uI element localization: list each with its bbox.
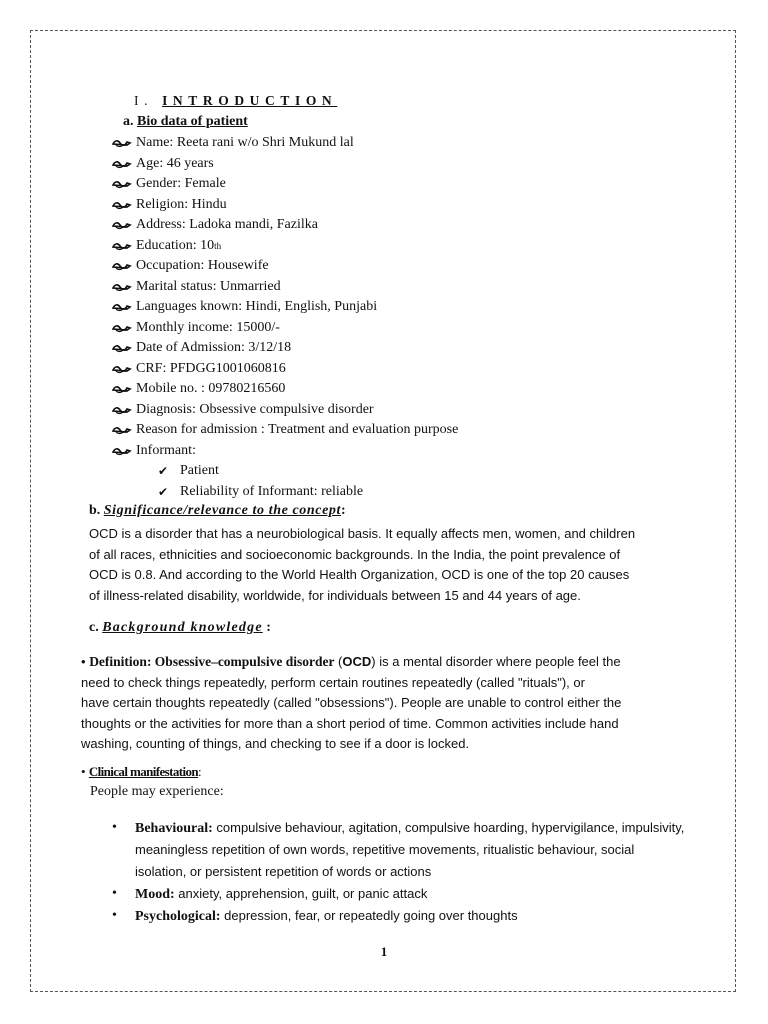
section-title-introduction [134, 93, 337, 109]
paragraph-line: have certain thoughts repeatedly (called "obsessions"). People are unable to control either the [81, 695, 622, 710]
bio-item [112, 400, 458, 421]
curly-arrow-icon [112, 425, 132, 435]
paragraph-line: OCD is 0.8. And according to the World Health Organization, OCD is one of the top 20 causes [89, 567, 630, 582]
definition-paragraph [81, 652, 621, 755]
significance-paragraph [89, 524, 635, 606]
definition-label: Definition: Obsessive–compulsive disorder [89, 654, 335, 669]
clinical-item-label: Mood: [135, 887, 175, 902]
paragraph-line: thoughts or the activities for more than a short period of time. Common activities include hand [81, 715, 619, 731]
curly-arrow-icon [112, 343, 132, 353]
paragraph-line: OCD is a disorder that has a neurobiological basis. It equally affects men, women, and children [89, 526, 636, 541]
clinical-item [112, 883, 685, 905]
curly-arrow-icon [112, 200, 132, 210]
bio-item-text: Address: Ladoka mandi, Fazilka [136, 217, 318, 232]
bio-item-text: Languages known: Hindi, English, Punjabi [136, 299, 378, 314]
clinical-item-text: anxiety, apprehension, guilt, or panic attack [174, 886, 428, 901]
informant-item [158, 482, 363, 503]
bio-item-text: Education: 10 [136, 237, 215, 253]
section-b-letter: b. [89, 503, 101, 518]
introduction-heading: INTRODUCTION [162, 93, 338, 108]
section-b-colon: : [341, 503, 346, 518]
bio-item-text: Reason for admission : Treatment and evaluation purpose [136, 422, 459, 437]
bio-item [112, 277, 458, 298]
curly-arrow-icon [112, 159, 132, 169]
bio-item-text: Diagnosis: Obsessive compulsive disorder [136, 401, 374, 417]
definition-first-rest: ) is a mental disorder where people feel the [371, 654, 621, 669]
curly-arrow-icon [112, 364, 132, 374]
clinical-bullet: • [81, 764, 86, 779]
curly-arrow-icon [112, 179, 132, 189]
informant-item [158, 461, 363, 482]
bio-item-text: Gender: Female [136, 176, 226, 191]
clinical-colon: : [198, 764, 202, 779]
bio-item-text: Name: Reeta rani w/o Shri Mukund lal [136, 135, 354, 150]
checkmark-icon: ✔ [158, 464, 169, 478]
section-numeral: I. [134, 93, 154, 108]
bio-item [112, 236, 458, 257]
informant-item-text: Reliability of Informant: reliable [180, 483, 364, 499]
bio-item-text: Date of Admission: 3/12/18 [136, 340, 292, 355]
curly-arrow-icon [112, 323, 132, 333]
bio-item [112, 174, 458, 195]
bio-item-text: Mobile no. : 09780216560 [136, 381, 286, 396]
bio-item-text: Religion: Hindu [136, 196, 227, 212]
definition-first-line [81, 652, 621, 673]
section-b-heading [89, 503, 346, 519]
informant-item-text: Patient [180, 463, 219, 478]
curly-arrow-icon [112, 138, 132, 148]
clinical-intro: People may experience: [90, 784, 224, 799]
bio-item [112, 318, 458, 339]
curly-arrow-icon [112, 220, 132, 230]
definition-bullet: • [81, 654, 86, 669]
bio-item [112, 338, 458, 359]
clinical-item-text: compulsive behaviour, agitation, compulsive hoarding, hypervigilance, impulsivity, meaningless repetition of own words, repetitive movements, ritualistic behaviour, social isolation, or persistent repetition of words or actions [135, 820, 685, 879]
bio-item [112, 297, 458, 318]
section-c-letter: c. [89, 620, 99, 635]
clinical-item [112, 905, 685, 927]
bio-data-list [112, 133, 458, 461]
bio-item-text: Monthly income: 15000/- [136, 319, 280, 335]
clinical-item [112, 817, 685, 883]
bio-item-text: Age: 46 years [136, 155, 214, 171]
bio-item [112, 420, 458, 441]
clinical-item-label: Behavioural: [135, 821, 213, 836]
bio-item [112, 441, 458, 462]
curly-arrow-icon [112, 405, 132, 415]
section-a-title: Bio data of patient [137, 114, 248, 129]
bio-item [112, 379, 458, 400]
section-c-heading [89, 620, 271, 636]
informant-list [158, 461, 363, 502]
paragraph-line: of illness-related disability, worldwide, for individuals between 15 and 44 years of age. [89, 587, 581, 603]
paragraph-line: of all races, ethnicities and socioeconomic backgrounds. In the India, the point prevalence of [89, 546, 621, 562]
curly-arrow-icon [112, 302, 132, 312]
section-a-heading [123, 114, 248, 130]
curly-arrow-icon [112, 241, 132, 251]
bio-item [112, 256, 458, 277]
bio-item-superscript: th [214, 240, 222, 251]
clinical-item-label: Psychological: [135, 909, 221, 924]
paragraph-line: washing, counting of things, and checking to see if a door is locked. [81, 736, 470, 751]
curly-arrow-icon [112, 282, 132, 292]
bio-item-text: Occupation: Housewife [136, 258, 269, 273]
clinical-label: Clinical manifestation [88, 764, 199, 779]
bio-item [112, 195, 458, 216]
curly-arrow-icon [112, 446, 132, 456]
page-number: 1 [380, 944, 388, 959]
section-a-letter: a. [123, 114, 134, 129]
curly-arrow-icon [112, 261, 132, 271]
curly-arrow-icon [112, 384, 132, 394]
section-b-title: Significance/relevance to the concept [103, 503, 342, 518]
definition-abbr: OCD [342, 654, 372, 669]
bio-item-text: Informant: [136, 442, 196, 458]
bio-item-text: CRF: PFDGG1001060816 [136, 360, 286, 376]
bio-item [112, 133, 458, 154]
bio-item [112, 154, 458, 175]
section-c-colon: : [266, 620, 271, 635]
clinical-symptom-list [112, 817, 685, 927]
clinical-manifestation-heading [81, 764, 202, 780]
clinical-item-text: depression, fear, or repeatedly going over thoughts [220, 908, 518, 923]
checkmark-icon: ✔ [158, 484, 169, 499]
definition-abbr-open: ( [334, 654, 343, 669]
bio-item-text: Marital status: Unmarried [136, 278, 281, 294]
section-c-title: Background knowledge [102, 620, 263, 635]
paragraph-line: need to check things repeatedly, perform certain routines repeatedly (called "rituals"), or [81, 674, 585, 690]
bio-item [112, 215, 458, 236]
bio-item [112, 359, 458, 380]
